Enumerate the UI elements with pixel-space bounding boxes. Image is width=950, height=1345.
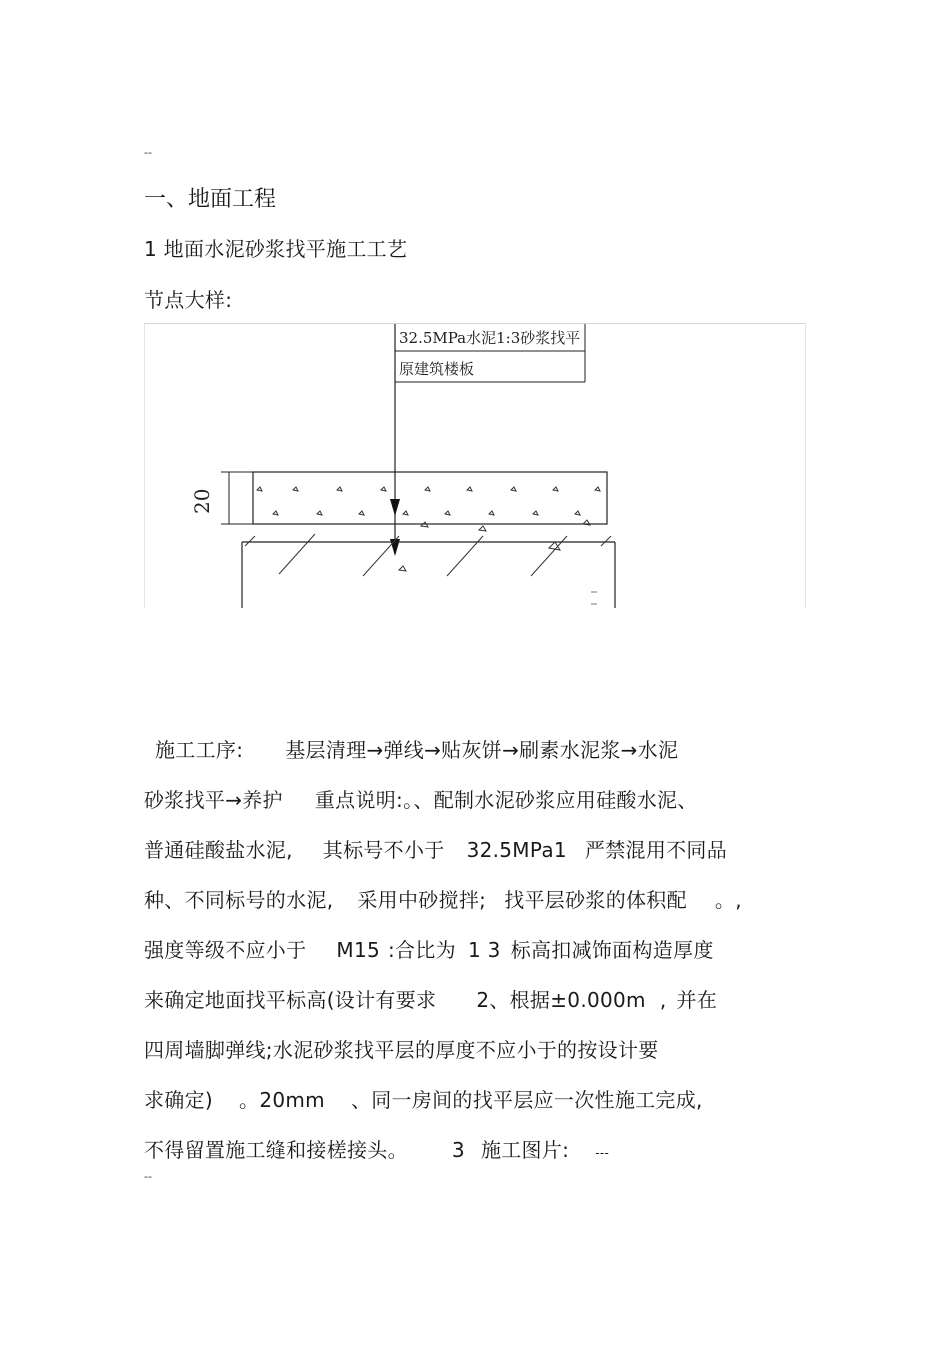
body-line-9: 不得留置施工缝和接槎接头。 3 施工图片: --- (144, 1138, 610, 1162)
mortar-aggregate (257, 487, 600, 515)
subsection-heading: 1 地面水泥砂浆找平施工工艺 (144, 237, 408, 261)
dimension-label: 20 (190, 488, 214, 514)
body-line-3: 普通硅酸盐水泥, 其标号不小于 32.5MPa1 严禁混用不同品 (144, 838, 728, 862)
body-line-5: 强度等级不应小于 M15 :合比为 1 3 标高扣减饰面构造厚度 (144, 938, 714, 962)
annotation-top: 32.5MPa水泥1:3砂浆找平 (399, 329, 581, 347)
top-page-mark: -- (144, 146, 152, 159)
slab-hatching (245, 534, 611, 576)
bottom-page-mark: -- (144, 1170, 152, 1183)
body-line-7: 四周墙脚弹线;水泥砂浆找平层的厚度不应小于的按设计要 (144, 1038, 659, 1062)
body-line-4: 种、不同标号的水泥, 采用中砂搅拌; 找平层砂浆的体积配 。, (144, 888, 742, 912)
annotation-bottom: 原建筑楼板 (399, 360, 475, 378)
mortar-leveling-layer (253, 472, 607, 524)
body-line-8: 求确定) 。20mm 、同一房间的找平层应一次性施工完成, (144, 1088, 703, 1112)
arrow-head-upper (390, 499, 400, 516)
body-line-6: 来确定地面找平标高(设计有要求 2、根据±0.000m , 并在 (144, 988, 718, 1012)
body-line-2: 砂浆找平→养护 重点说明:。、配制水泥砂浆应用硅酸水泥、 (144, 788, 698, 812)
floor-leveling-detail-drawing (144, 323, 806, 608)
section-heading: 一、地面工程 (144, 187, 277, 212)
detail-label: 节点大样: (144, 288, 233, 312)
body-line-1: 施工工序: 基层清理→弹线→贴灰饼→刷素水泥浆→水泥 (155, 738, 679, 762)
